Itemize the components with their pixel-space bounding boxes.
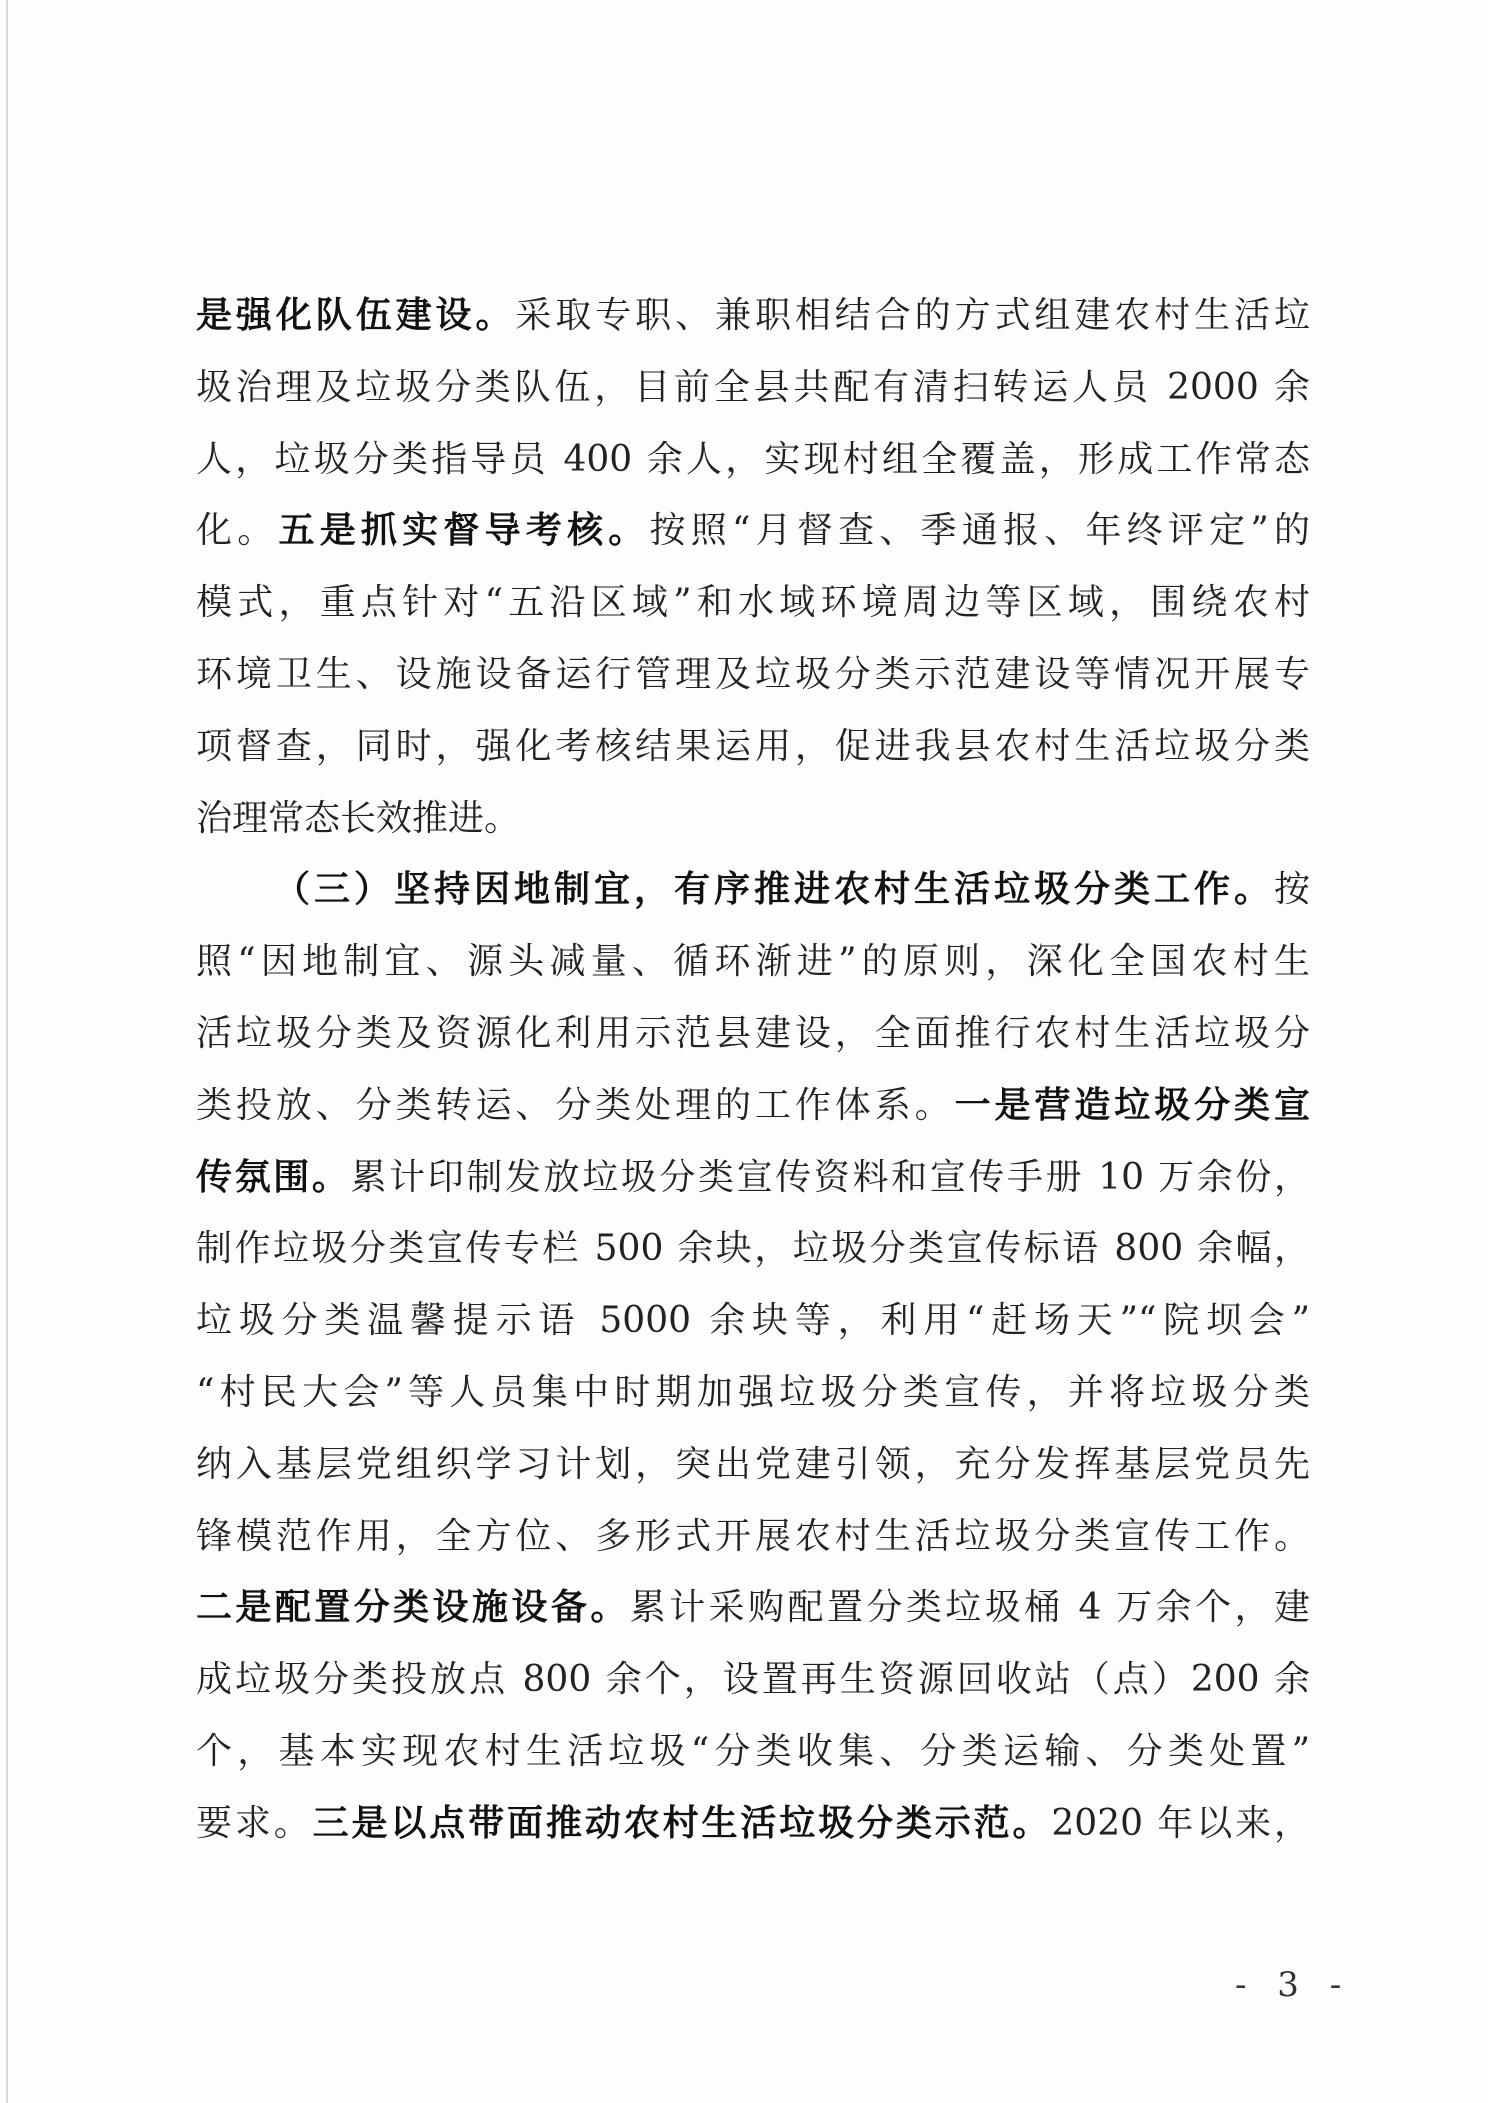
text-line <box>196 1213 1310 1285</box>
bold-heading-text: （三）坚持因地制宜，有序推进农村生活垃圾分类工作。 <box>274 868 1274 911</box>
text-line <box>196 711 1310 783</box>
body-text-segment: 要求。 <box>196 1802 313 1844</box>
body-text-segment: 个，基本实现农村生活垃圾“分类收集、分类运输、分类处置” <box>196 1730 1310 1772</box>
body-text-segment: 累计印制发放垃圾分类宣传资料和宣传手册 10 万余份， <box>350 1156 1310 1198</box>
text-line <box>196 1285 1310 1357</box>
text-line <box>196 567 1310 639</box>
text-line <box>196 424 1310 496</box>
body-text-segment: 圾治理及垃圾分类队伍，目前全县共配有清扫转运人员 2000 余 <box>196 366 1310 408</box>
body-text-segment: 模式，重点针对“五沿区域”和水域环境周边等区域，围绕农村 <box>196 582 1310 624</box>
body-text-segment: 人，垃圾分类指导员 400 余人，实现村组全覆盖，形成工作常态 <box>196 438 1310 480</box>
scan-edge <box>6 0 8 2103</box>
document-body <box>196 280 1310 1860</box>
text-line <box>196 1572 1310 1644</box>
text-line <box>196 1644 1310 1716</box>
text-line <box>196 352 1310 424</box>
bold-heading-text: 传氛围。 <box>196 1155 351 1198</box>
bold-heading-text: 是强化队伍建设。 <box>196 294 516 336</box>
body-text-segment: 项督查，同时，强化考核结果运用，促进我县农村生活垃圾分类 <box>196 725 1310 767</box>
text-line <box>196 1429 1310 1501</box>
body-text-segment: 活垃圾分类及资源化利用示范县建设，全面推行农村生活垃圾分 <box>196 1012 1310 1054</box>
text-line <box>196 1070 1310 1142</box>
text-line <box>196 998 1310 1070</box>
text-line <box>196 1501 1310 1573</box>
body-text-segment: 类投放、分类转运、分类处理的工作体系。 <box>196 1084 955 1126</box>
text-line <box>196 639 1310 711</box>
text-line <box>196 783 1310 855</box>
text-line <box>196 1357 1310 1429</box>
text-line <box>196 1142 1310 1214</box>
body-text-segment: 按 <box>1273 869 1310 911</box>
text-line <box>196 854 1310 926</box>
body-text-segment: 化。 <box>196 510 279 552</box>
body-text-segment: “村民大会”等人员集中时期加强垃圾分类宣传，并将垃圾分类 <box>196 1371 1310 1413</box>
body-text-segment: 按照“月督查、季通报、年终评定”的 <box>649 510 1310 552</box>
body-text-segment: 环境卫生、设施设备运行管理及垃圾分类示范建设等情况开展专 <box>196 653 1310 695</box>
body-text-segment: 成垃圾分类投放点 800 余个，设置再生资源回收站（点）200 余 <box>196 1659 1310 1701</box>
body-text-segment: 垃圾分类温馨提示语 5000 余块等，利用“赶场天”“院坝会” <box>196 1300 1310 1342</box>
body-text-segment: 锋模范作用，全方位、多形式开展农村生活垃圾分类宣传工作。 <box>196 1515 1310 1557</box>
text-line <box>196 495 1310 567</box>
body-text-segment: 治理常态长效推进。 <box>196 797 521 839</box>
bold-heading-text: 三是以点带面推动农村生活垃圾分类示范。 <box>312 1801 1052 1844</box>
page-number: - 3 - <box>1235 1965 1352 2005</box>
body-text-segment: 照“因地制宜、源头减量、循环渐进”的原则，深化全国农村生 <box>196 941 1310 983</box>
bold-heading-text: 五是抓实督导考核。 <box>278 509 650 552</box>
bold-heading-text: 二是配置分类设施设备。 <box>196 1586 630 1629</box>
body-text-segment: 2020 年以来， <box>1051 1802 1310 1844</box>
text-line <box>196 280 1310 352</box>
body-text-segment: 采取专职、兼职相结合的方式组建农村生活垃 <box>515 295 1310 336</box>
bold-heading-text: 一是营造垃圾分类宣 <box>954 1083 1310 1126</box>
text-line <box>196 1788 1310 1860</box>
body-text-segment: 累计采购配置分类垃圾桶 4 万余个，建 <box>629 1587 1310 1629</box>
body-text-segment: 制作垃圾分类宣传专栏 500 余块，垃圾分类宣传标语 800 余幅， <box>196 1228 1310 1270</box>
text-line <box>196 1716 1310 1788</box>
body-text-segment: 纳入基层党组织学习计划，突出党建引领，充分发挥基层党员先 <box>196 1443 1310 1485</box>
text-line <box>196 926 1310 998</box>
